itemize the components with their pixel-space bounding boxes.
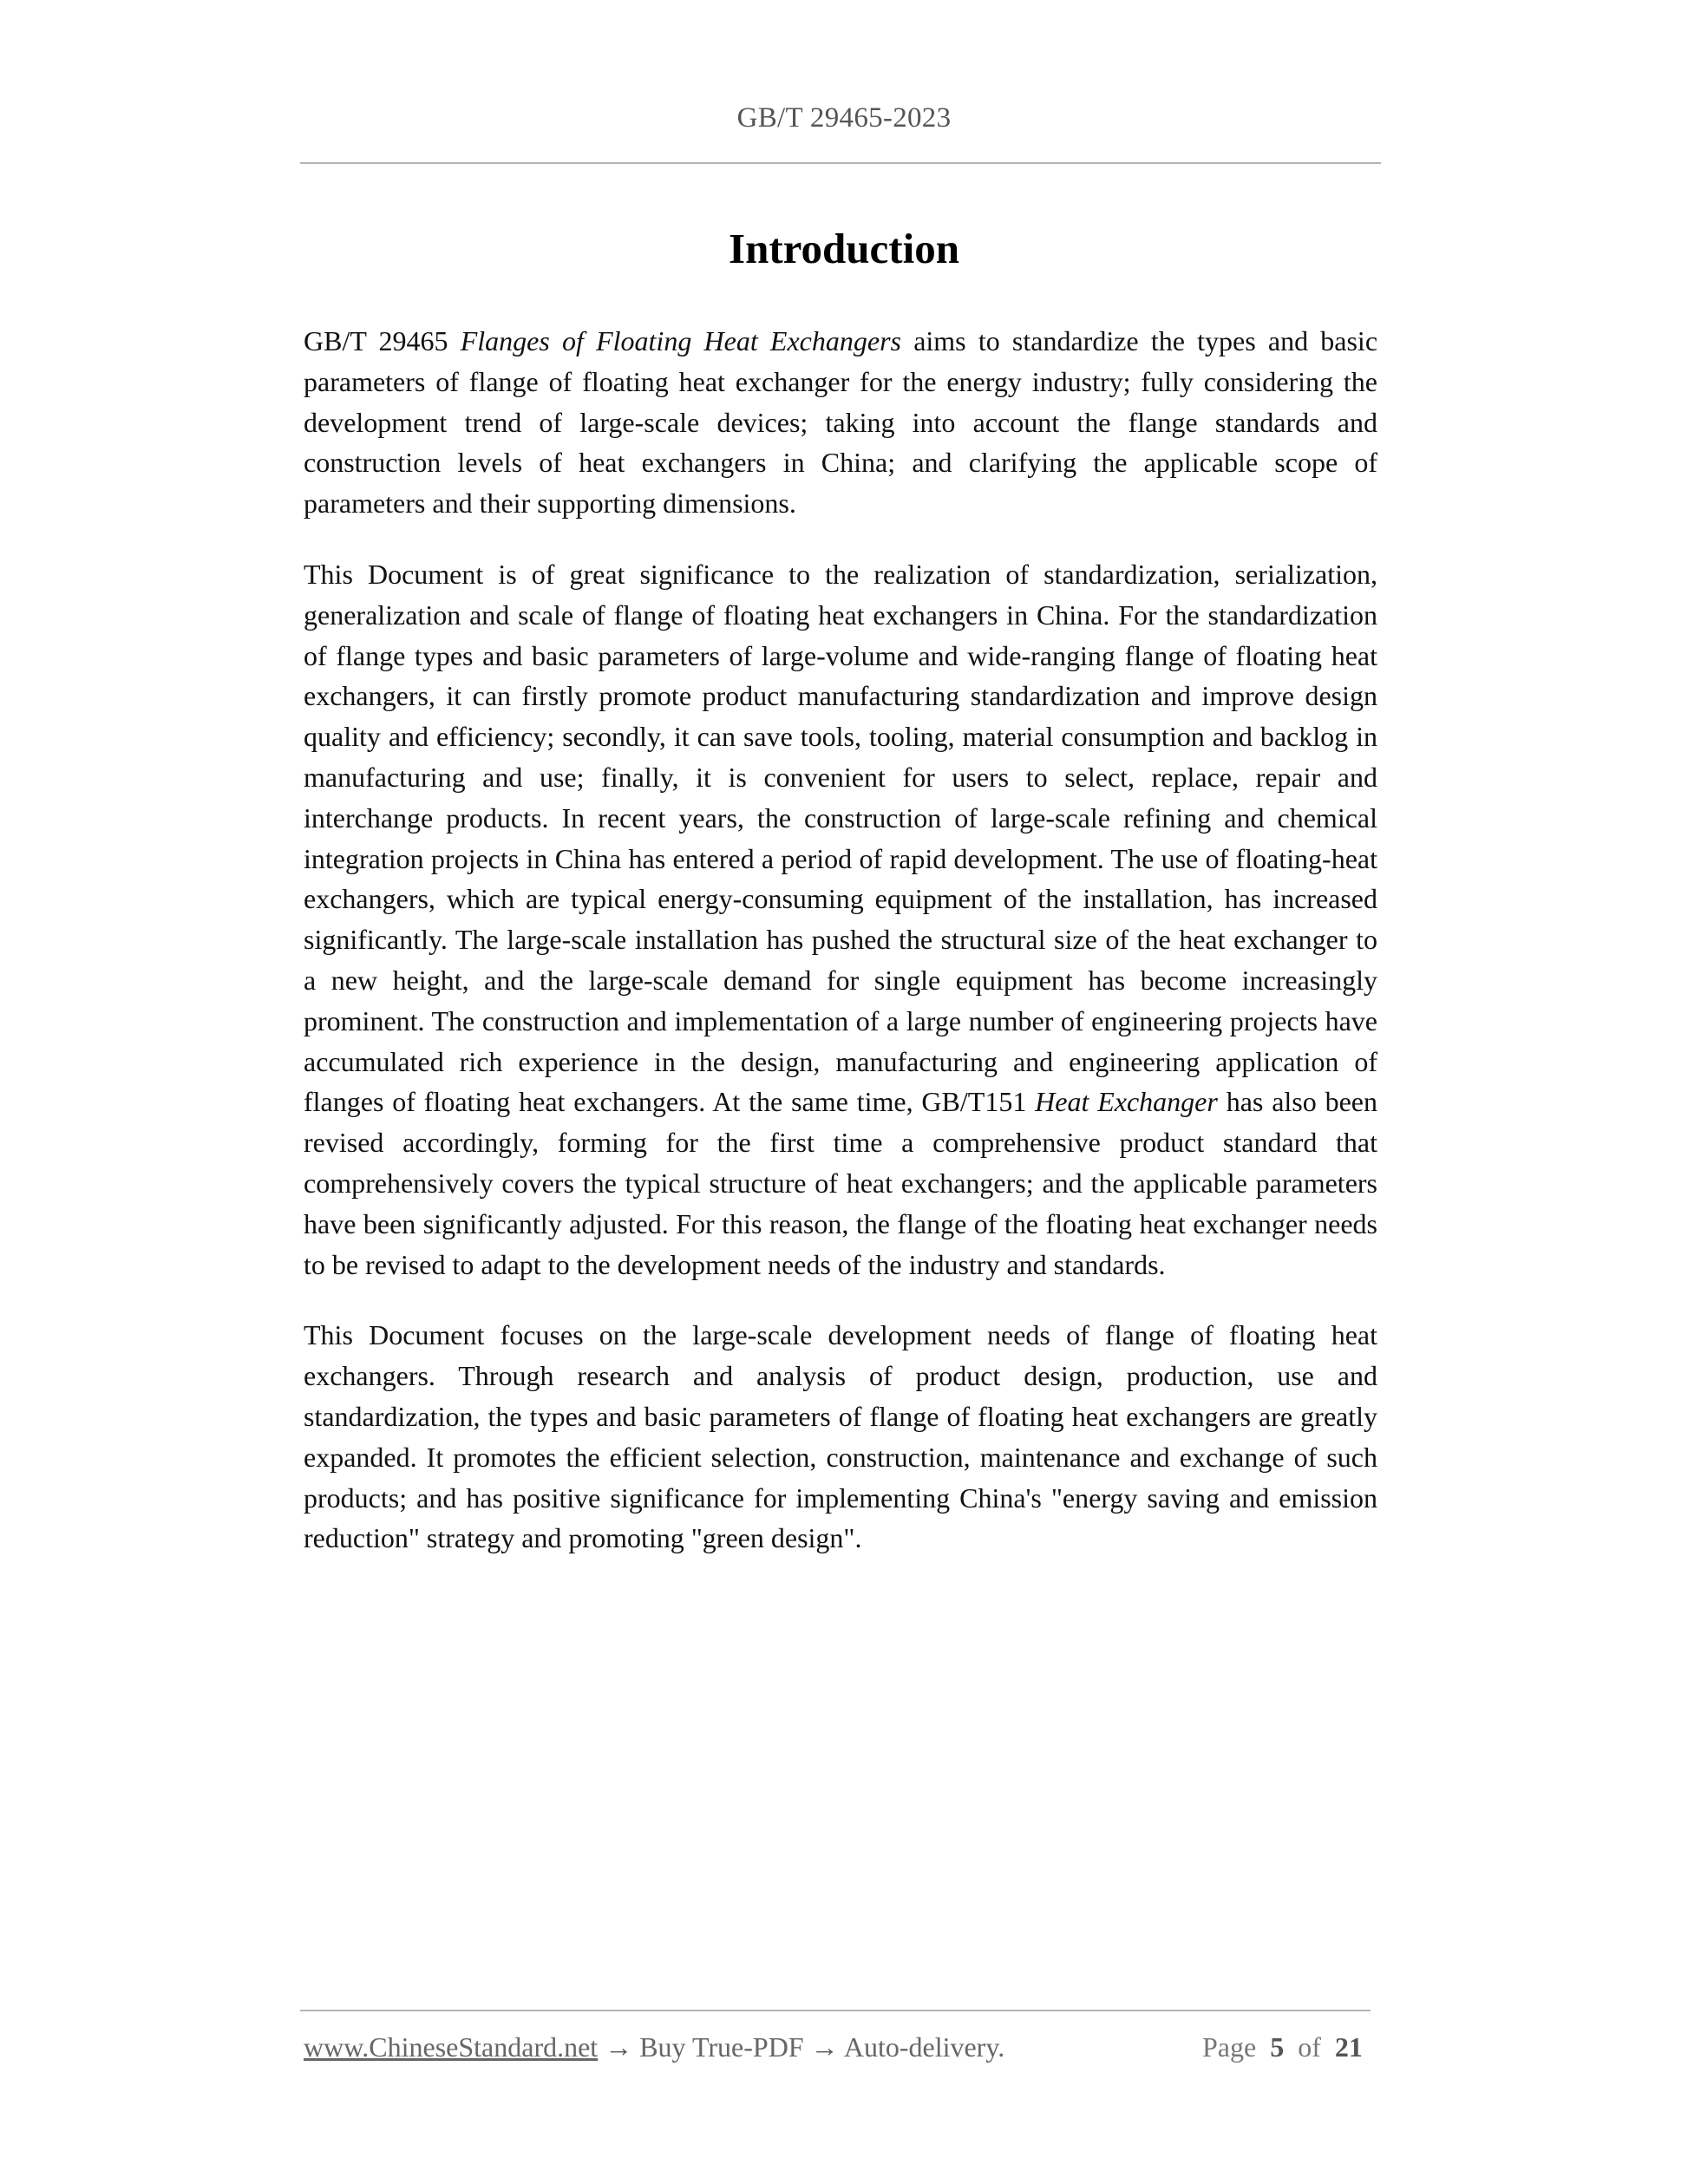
footer-promo <box>304 2031 1004 2063</box>
referenced-standard-title-italic: Heat Exchanger <box>1035 1086 1218 1118</box>
section-title: Introduction <box>729 225 959 272</box>
document-title-italic: Flanges of Floating Heat Exchangers <box>460 325 901 356</box>
auto-delivery-text: Auto-delivery. <box>843 2031 1005 2063</box>
paragraph-2-lead: This Document is of great significance to the realization of standardization, serialization, generalization and scale of flange of floating heat exchangers in China. For the standardization of flange types and basic parameters of large-volume and wide-ranging flange of floating heat exchangers, it can firstly promote product manufacturing standardization and improve design quality and efficiency; secondly, it can save tools, tooling, material consumption and backlog in manufacturing and use; finally, it is convenient for users to select, replace, repair and interchange products. In recent years, the construction of large-scale refining and chemical integration projects in China has entered a period of rapid development. The use of floating-heat exchangers, which are typical energy-consuming equipment of the installation, has increased significantly. The large-scale installation has pushed the structural size of the heat exchanger to a new height, and the large-scale demand for single equipment has become increasingly prominent. The construction and implementation of a large number of engineering projects have accumulated rich experience in the design, manufacturing and engineering application of flanges of floating heat exchangers. At the same time, GB/T151 <box>304 558 1377 1118</box>
current-page-number: 5 <box>1270 2031 1285 2063</box>
page-of-label: of <box>1298 2031 1321 2063</box>
buy-pdf-text: Buy True-PDF <box>639 2031 804 2063</box>
paragraph-2-rest: has also been revised accordingly, forming for the first time a comprehensive product standard that comprehensively covers the typical structure of heat exchangers; and the applicable parameters have been significantly adjusted. For this reason, the flange of the floating heat exchanger needs to be revised to adapt to the development needs of the industry and standards. <box>304 1086 1378 1280</box>
footer-divider <box>300 2010 1371 2011</box>
total-page-count: 21 <box>1334 2031 1363 2063</box>
paragraph-2 <box>304 554 1377 1285</box>
page-indicator <box>1202 2031 1363 2063</box>
running-header: GB/T 29465-2023 <box>736 102 952 134</box>
paragraph-1 <box>304 321 1377 524</box>
arrow-right-icon: → <box>605 2031 633 2063</box>
body-text <box>304 321 1377 1589</box>
paragraph-1-lead: GB/T 29465 <box>304 325 461 356</box>
paragraph-1-rest: aims to standardize the types and basic parameters of flange of floating heat exchanger for the energy industry; fully considering the development trend of large-scale devices; taking into account the flange standards and construction levels of heat exchangers in China; and clarifying the applicable scope of parameters and their supporting dimensions. <box>304 325 1378 520</box>
header-divider <box>300 162 1381 164</box>
arrow-right-icon: → <box>810 2031 839 2063</box>
page-label: Page <box>1202 2031 1257 2063</box>
paragraph-3: This Document focuses on the large-scale development needs of flange of floating heat exchangers. Through research and analysis of product design, production, use and standardization, the types and basic parameters of flange of floating heat exchangers are greatly expanded. It promotes the efficient selection, construction, maintenance and exchange of such products; and has positive significance for implementing China's "energy saving and emission reduction" strategy and promoting "green design". <box>304 1319 1377 1554</box>
website-link[interactable]: www.ChineseStandard.net <box>304 2031 599 2063</box>
